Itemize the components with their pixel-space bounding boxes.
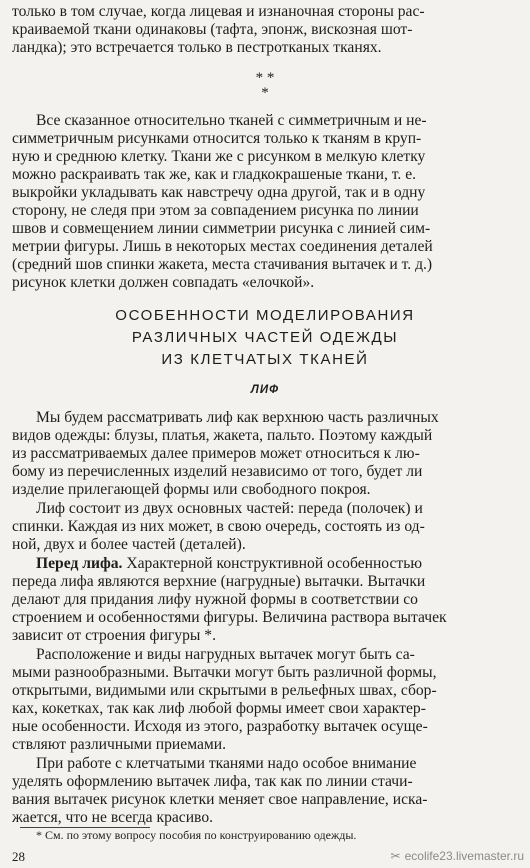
book-page: только в том случае, когда лицевая и изнаночная стороны рас- краиваемой ткани одинаковы (тафта, эпонж, вискозная шот- ландка); это встречается только в пестротканых тканях. * * * Все сказанное относительно тканей с симметричным и не- симметричным рисунками относится только к тканям в круп- ную и среднюю клетку. Ткани же с рисунком в мелкую клетку можно раскраивать так же, как и гладкокрашеные ткани, т. е. выкройки укладывать как навстречу одна другой, так и в одну сторону, не следя при этом за совпадением рисунка по линии швов и совмещением линии симметрии рисунка с линией сим- метрии фигуры. Лишь в некоторых местах соединения деталей (средний шов спинки жакета, места стачивания вытачек и т. д.) рисунок клетки должен совпадать «елочкой». ОСОБЕННОСТИ МОДЕЛИРОВАНИЯ РАЗЛИЧНЫХ ЧАСТЕЙ ОДЕЖДЫ ИЗ КЛЕТЧАТЫХ ТКАНЕЙ ЛИФ Мы будем рассматривать лиф как верхнюю часть различных видов одежды: блузы, платья, жакета, пальто. Поэтому каждый из рассматриваемых далее примеров может относиться к лю- бому из перечисленных изделий независимо от того, будет ли изделие прилегающей формы или свободного покроя. Лиф состоит из двух основных частей: переда (полочек) и спинки. Каждая из них может, в свою очередь, состоять из од- ной, двух и более частей (деталей). Перед лифа. Характерной конструктивной особенностью переда лифа являются верхние (нагрудные) вытачки. Вытачки делают для придания лифу нужной формы в соответствии со строением и особенностями фигуры. Величина раствора вытачек зависит от строения фигуры *. Расположение и виды нагрудных вытачек могут быть са- мыми разнообразными. Вытачки могут быть различной формы, открытыми, видимыми или скрытыми в рельефных швах, сбор- ках, кокетках, так как лиф любой формы имеет свои характер- ные особенности. Исходя из этого, разработку вытачек осуще- ствляют различными приемами. При работе с клетчатыми тканями надо особое внимание уделять оформлению вытачек лифа, так как по линии стачи- вания вытачек рисунок клетки меняет свое направление, иска- жается, что не всегда красиво. * См. по этому вопросу пособия по конструированию одежды. 28 ✂ ecolife23.livemaster.ru: [0, 0, 530, 868]
separator-star-bottom: *: [261, 85, 269, 101]
watermark: [391, 849, 524, 863]
page-number: 28: [12, 849, 25, 864]
separator-stars-top: * *: [255, 70, 275, 86]
section-heading-line: ИЗ КЛЕТЧАТЫХ ТКАНЕЙ: [161, 351, 369, 368]
thread-spool-icon: ✂: [390, 849, 401, 863]
watermark-text: ecolife23.livemaster.ru: [404, 849, 524, 863]
run-in-heading: Перед лифа.: [36, 555, 123, 572]
footnote: * См. по этому вопросу пособия по конструированию одежды.: [36, 828, 357, 842]
section-heading-line: ОСОБЕННОСТИ МОДЕЛИРОВАНИЯ: [115, 307, 415, 324]
section-heading-line: РАЗЛИЧНЫХ ЧАСТЕЙ ОДЕЖДЫ: [131, 329, 399, 346]
subheading: ЛИФ: [250, 384, 280, 396]
